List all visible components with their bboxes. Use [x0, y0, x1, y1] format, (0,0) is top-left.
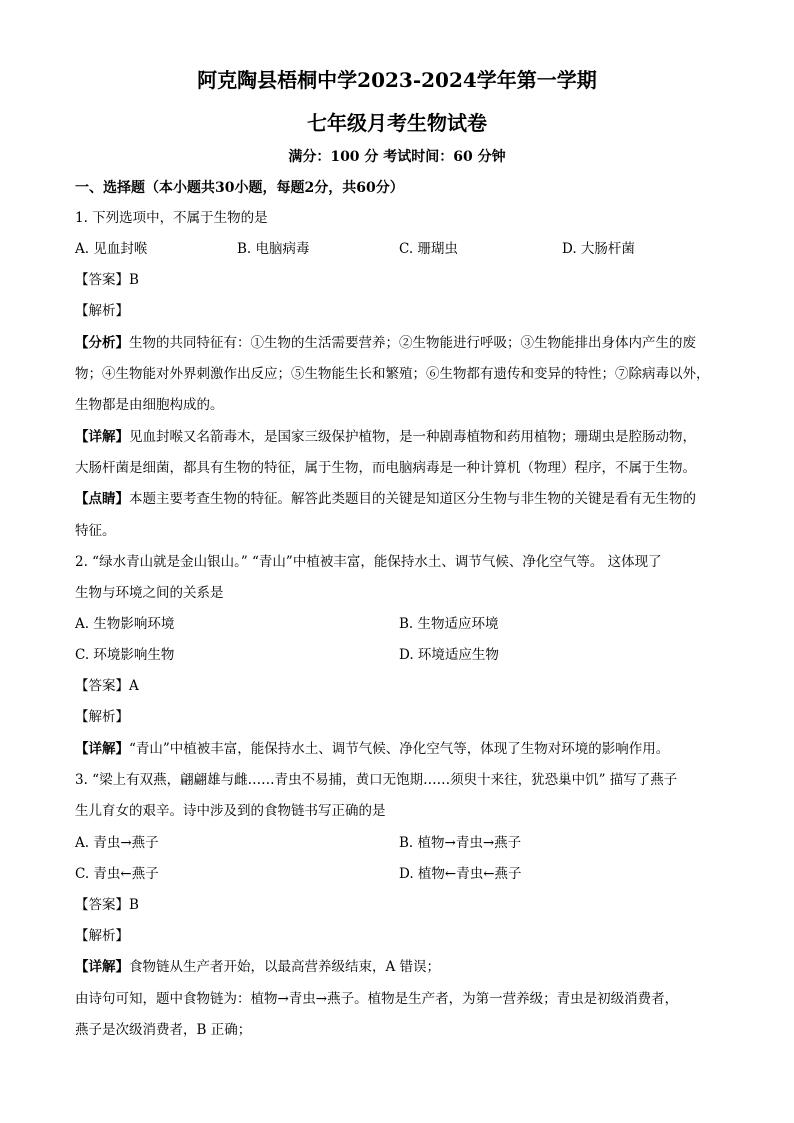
q2-stem-line-1: 2. “绿水青山就是金山银山。” “青山”中植被丰富，能保持水土、调节气候、净化空气等。 这体现了	[75, 554, 662, 570]
q2-option-c: C. 环境影响生物	[75, 647, 175, 663]
q3-analysis-label: 【解析】	[75, 928, 129, 944]
q1-fenxi-line-3: 生物都是由细胞构成的。	[75, 397, 224, 413]
q1-fenxi-line-1	[75, 333, 725, 353]
q2-answer: 【答案】A	[75, 678, 139, 694]
q3-xiangjie-tag: 【详解】	[75, 959, 129, 975]
q2-option-d: D. 环境适应生物	[399, 647, 499, 663]
exam-title: 阿克陶县梧桐中学2023-2024学年第一学期	[197, 68, 597, 92]
q1-xiangjie-line-2: 大肠杆菌是细菌，都具有生物的特征，属于生物，而电脑病毒是一种计算机（物理）程序，不属于生物。	[75, 460, 696, 476]
q1-xiangjie-line-1	[75, 427, 725, 447]
q2-stem-line-2: 生物与环境之间的关系是	[75, 585, 224, 601]
q1-fenxi-line-2: 物；④生物能对外界刺激作出反应；⑤生物能生长和繁殖；⑥生物都有遗传和变异的特性；⑦除病毒以外，	[75, 366, 710, 382]
q1-xiangjie-tag: 【详解】	[75, 429, 129, 445]
q3-xiangjie-line-2: 由诗句可知，题中食物链为：植物→青虫→燕子。植物是生产者，为第一营养级；青虫是初级消费者，	[75, 991, 679, 1007]
q1-answer: 【答案】B	[75, 272, 139, 288]
q1-stem: 1. 下列选项中，不属于生物的是	[75, 210, 268, 226]
q1-fenxi-tag: 【分析】	[75, 335, 129, 351]
q3-option-a: A. 青虫→燕子	[75, 835, 159, 851]
q3-stem-line-2: 生儿育女的艰辛。诗中涉及到的食物链书写正确的是	[75, 803, 386, 819]
q1-xiangjie-text-1: 见血封喉又名箭毒木，是国家三级保护植物，是一种剧毒植物和药用植物；珊瑚虫是腔肠动物，	[129, 429, 696, 445]
q3-xiangjie-line-3: 燕子是次级消费者，B 正确；	[75, 1022, 252, 1038]
q1-dianjing-line-1	[75, 489, 725, 509]
q3-option-d: D. 植物←青虫←燕子	[399, 866, 522, 882]
q1-dianjing-text-1: 本题主要考查生物的特征。解答此类题目的关键是知道区分生物与非生物的关键是看有无生物的	[129, 491, 696, 507]
q1-dianjing-line-2: 特征。	[75, 523, 116, 539]
q2-option-a: A. 生物影响环境	[75, 616, 175, 632]
q1-option-a: A. 见血封喉	[75, 241, 148, 257]
q1-analysis-label: 【解析】	[75, 303, 129, 319]
q3-option-c: C. 青虫←燕子	[75, 866, 159, 882]
section-heading: 一、选择题（本小题共30小题，每题2分，共60分）	[75, 180, 404, 196]
q2-analysis-label: 【解析】	[75, 709, 129, 725]
q1-option-c: C. 珊瑚虫	[399, 241, 458, 257]
q2-xiangjie-text-1: “青山”中植被丰富，能保持水土、调节气候、净化空气等，体现了生物对环境的影响作用。	[129, 741, 670, 757]
q3-answer: 【答案】B	[75, 897, 139, 913]
q1-fenxi-text-1: 生物的共同特征有：①生物的生活需要营养；②生物能进行呼吸；③生物能排出身体内产生的废	[129, 335, 696, 351]
q3-xiangjie-line-1	[75, 957, 725, 977]
q1-dianjing-tag: 【点睛】	[75, 491, 129, 507]
q1-option-b: B. 电脑病毒	[237, 241, 310, 257]
q3-xiangjie-text-1: 食物链从生产者开始，以最高营养级结束，A 错误；	[129, 959, 441, 975]
q1-option-d: D. 大肠杆菌	[562, 241, 635, 257]
q3-stem-line-1: 3. “梁上有双燕，翩翩雄与雌……青虫不易捕，黄口无饱期……须臾十来往，犹恐巢中饥” 描写了燕子	[75, 772, 678, 788]
exam-score-time: 满分：100 分 考试时间：60 分钟	[288, 149, 506, 165]
q2-xiangjie-line-1	[75, 739, 725, 759]
q3-option-b: B. 植物→青虫→燕子	[399, 835, 522, 851]
exam-subject-title: 七年级月考生物试卷	[307, 111, 487, 135]
q2-option-b: B. 生物适应环境	[399, 616, 499, 632]
q2-xiangjie-tag: 【详解】	[75, 741, 129, 757]
